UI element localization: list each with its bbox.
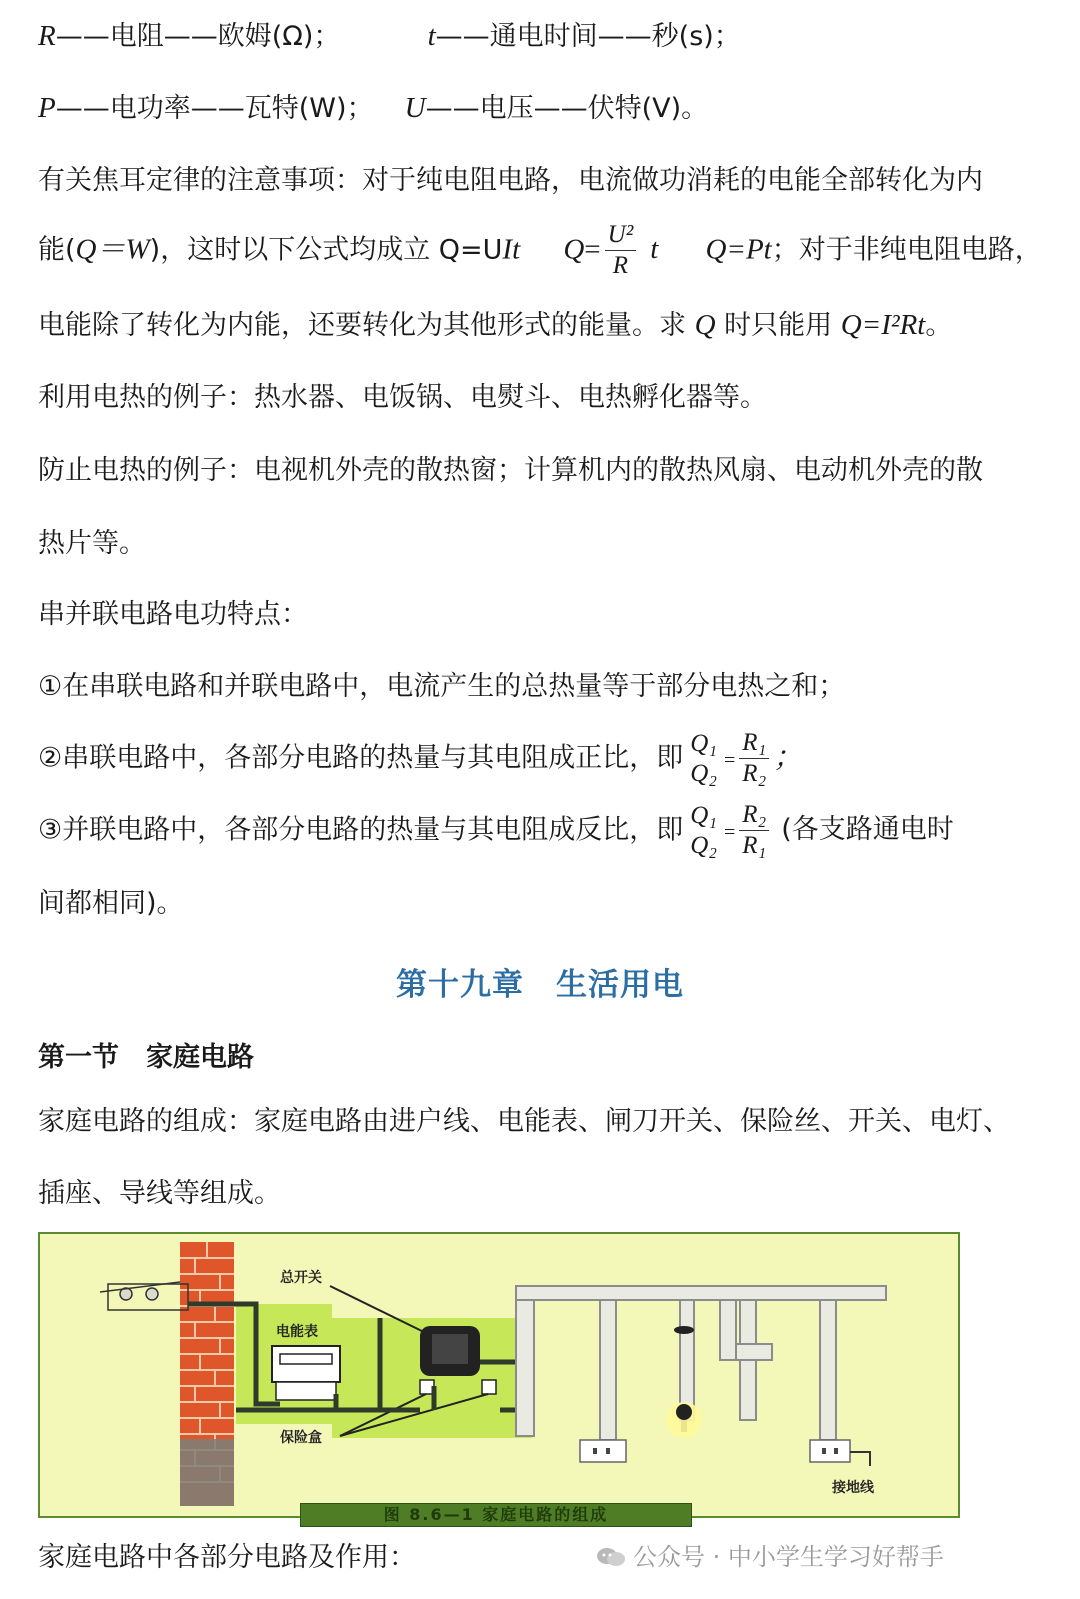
unit-line-p-u	[38, 94, 708, 123]
formula-q: Q	[563, 233, 585, 266]
joule-note-line1: 有关焦耳定律的注意事项：对于纯电阻电路，电流做功消耗的电能全部转化为内	[38, 165, 983, 196]
wechat-icon	[595, 1546, 627, 1568]
symbol-u: U	[404, 92, 426, 124]
unit-t: 秒(s)；	[651, 21, 741, 52]
formula-q-eq-pt: Q=Pt	[705, 233, 772, 266]
fraction-numerator: Q₁	[690, 801, 717, 829]
main-switch-icon	[420, 1326, 480, 1376]
fraction-u2-over-r	[605, 222, 637, 280]
equals-sign: =	[723, 821, 736, 844]
unit-line-r-t	[38, 22, 741, 51]
example-use-heat: 利用电热的例子：热水器、电饭锅、电熨斗、电热孵化器等。	[38, 382, 767, 413]
equals-sign: =	[584, 233, 601, 266]
watermark	[595, 1537, 944, 1572]
fraction-r2-r1	[739, 802, 769, 860]
label-meter: 电能表	[276, 1324, 318, 1340]
joule-note-line2	[38, 222, 1042, 280]
fraction-denominator: R₁	[742, 832, 767, 860]
unit-name-r: 电阻	[109, 21, 164, 52]
semicolon: ；	[773, 741, 803, 774]
next-heading: 家庭电路中各部分电路及作用：	[38, 1542, 416, 1573]
text: 电能除了转化为内能，还要转化为其他形式的能量。求	[38, 310, 695, 341]
label-fuse-box: 保险盒	[280, 1430, 322, 1446]
section-body-line1: 家庭电路的组成：家庭电路由进户线、电能表、闸刀开关、保险丝、开关、电灯、	[38, 1106, 1010, 1137]
fraction-denominator: Q₂	[690, 831, 717, 859]
equals-sign: =	[723, 749, 736, 772]
unit-name-p: 电功率	[109, 93, 191, 124]
text: 能(	[38, 234, 76, 266]
unit-name-t: 通电时间	[489, 21, 598, 52]
electric-meter-icon	[272, 1346, 340, 1400]
household-circuit-diagram	[40, 1234, 958, 1516]
series-parallel-item3-cont: 间都相同)。	[38, 888, 184, 919]
unit-u: 伏特(V)。	[587, 93, 709, 124]
series-parallel-item3	[38, 802, 954, 860]
dash: ——	[55, 21, 110, 52]
fraction-q1-q2	[687, 803, 720, 860]
chapter-title: 第十九章 生活用电	[396, 967, 684, 1003]
fraction-numerator: R₁	[739, 730, 769, 759]
formula-q-eq-w: Q＝W	[75, 233, 150, 266]
fraction-numerator: Q₁	[690, 729, 717, 757]
fraction-denominator: Q₂	[690, 759, 717, 787]
dash: ——	[533, 93, 588, 124]
text: 时只能用	[715, 310, 841, 341]
series-parallel-title: 串并联电路电功特点：	[38, 599, 308, 630]
fraction-numerator: U²	[605, 222, 637, 251]
section-title: 第一节 家庭电路	[38, 1042, 254, 1073]
unit-p: 瓦特(W)；	[244, 93, 374, 124]
symbol-t: t	[427, 20, 436, 52]
dash: ——	[163, 21, 218, 52]
text: ；对于非纯电阻电路，	[771, 234, 1042, 266]
watermark-text: 公众号 · 中小学生学习好帮手	[633, 1543, 944, 1571]
unit-r: 欧姆(Ω)；	[217, 21, 341, 52]
series-parallel-item2	[38, 730, 802, 788]
text: ③并联电路中，各部分电路的热量与其电阻成反比，即	[38, 814, 684, 846]
dash: ——	[597, 21, 652, 52]
fraction-q1-q2	[687, 731, 720, 788]
fraction-denominator: R	[612, 252, 629, 280]
household-circuit-figure	[38, 1232, 960, 1518]
formula-t: t	[650, 233, 659, 266]
text: ②串联电路中，各部分电路的热量与其电阻成正比，即	[38, 742, 684, 774]
fraction-numerator: R₂	[739, 802, 769, 831]
label-ground-wire: 接地线	[832, 1480, 874, 1496]
fraction-r1-r2	[739, 730, 769, 788]
dash: ——	[425, 93, 480, 124]
text: 。	[925, 310, 953, 341]
label-main-switch: 总开关	[280, 1270, 322, 1286]
fraction-denominator: R₂	[742, 760, 767, 788]
figure-caption-text: 图 8.6—1 家庭电路的组成	[383, 1505, 609, 1524]
symbol-r: R	[38, 20, 56, 52]
formula-it: It	[502, 233, 521, 266]
formula-q-eq-i2rt: Q=I²Rt	[840, 309, 926, 341]
dash: ——	[435, 21, 490, 52]
symbol-p: P	[38, 92, 56, 124]
text: (各支路通电时	[781, 814, 954, 846]
unit-name-u: 电压	[479, 93, 534, 124]
dash: ——	[190, 93, 245, 124]
formula-q: Q	[694, 309, 716, 341]
joule-note-line3	[38, 311, 952, 340]
section-body-line2: 插座、导线等组成。	[38, 1178, 281, 1209]
example-prevent-heat-line2: 热片等。	[38, 528, 146, 559]
brick-wall	[180, 1242, 234, 1506]
series-parallel-item1: ①在串联电路和并联电路中，电流产生的总热量等于部分电热之和；	[38, 671, 846, 702]
text: )，这时以下公式均成立 Q=U	[149, 234, 503, 266]
dash: ——	[55, 93, 110, 124]
example-prevent-heat-line1: 防止电热的例子：电视机外壳的散热窗；计算机内的散热风扇、电动机外壳的散	[38, 455, 983, 486]
figure-caption	[300, 1503, 692, 1527]
